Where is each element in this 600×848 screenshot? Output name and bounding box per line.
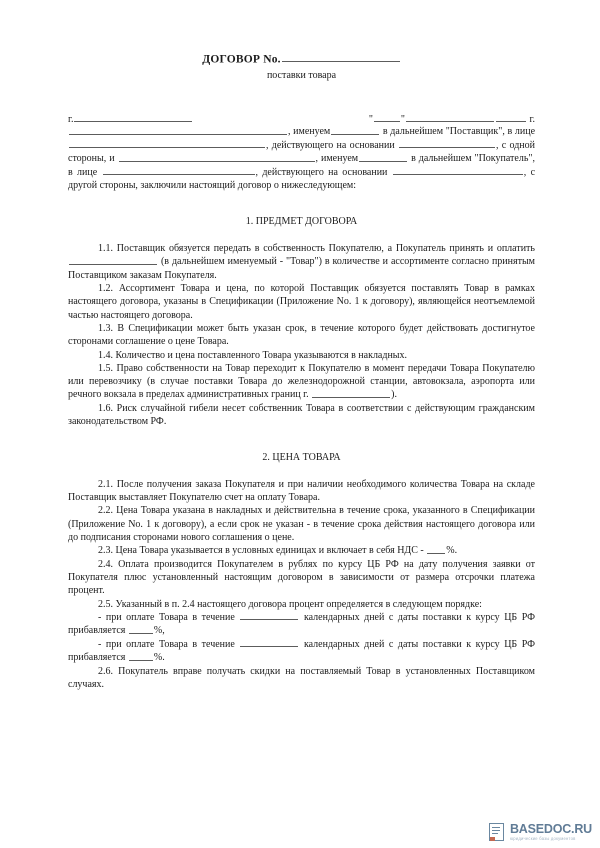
date-quote-open: " bbox=[368, 114, 373, 126]
clause-1-4: 1.4. Количество и цена поставленного Товара указываются в накладных. bbox=[98, 349, 408, 361]
clause-1-1-text-b: (в дальнейшем именуемый - "Товар") в количестве и ассортименте согласно принятым Поставщиком заказам Покупателя. bbox=[68, 256, 536, 281]
clause-2-3 bbox=[68, 544, 535, 557]
payment-days-blank-1[interactable] bbox=[240, 611, 298, 620]
title-block bbox=[68, 52, 535, 82]
clause-2-5: 2.5. Указанный в п. 2.4 настоящего договора процент определяется в следующем порядке: bbox=[98, 598, 482, 610]
city-label: г. bbox=[68, 114, 74, 126]
preamble-paragraph bbox=[68, 125, 535, 192]
goods-name-blank[interactable] bbox=[69, 255, 157, 264]
bullet-1-text-c: %, bbox=[153, 625, 165, 637]
city-field bbox=[68, 113, 193, 125]
page-title bbox=[68, 52, 535, 67]
clause-2-3-text-a: 2.3. Цена Товара указывается в условных единицах и включает в себя НДС - bbox=[98, 545, 424, 557]
city-date-row bbox=[68, 113, 535, 125]
payment-days-blank-2[interactable] bbox=[240, 638, 298, 647]
page-subtitle: поставки товара bbox=[266, 69, 337, 81]
clause-1-3: 1.3. В Спецификации может быть указан срок, в течение которого будет действовать достигнутое сторонами соглашение о цене Товара. bbox=[68, 322, 535, 348]
bullet-2-text-b: календарных дней с даты поставки к курсу ЦБ РФ прибавляется bbox=[68, 639, 536, 664]
supplier-person-blank[interactable] bbox=[69, 139, 265, 148]
preamble-part-6: в дальнейшем "Покупатель", в лице bbox=[68, 153, 535, 179]
delivery-city-blank[interactable] bbox=[312, 388, 390, 397]
clause-1-1 bbox=[68, 242, 535, 282]
watermark-name: BASEDOC.RU bbox=[509, 822, 592, 837]
supplier-name-blank[interactable] bbox=[69, 125, 287, 134]
buyer-name-blank[interactable] bbox=[119, 152, 315, 161]
date-quote-close: " bbox=[400, 114, 406, 126]
section-heading-1: 1. ПРЕДМЕТ ДОГОВОРА bbox=[245, 215, 358, 227]
city-blank[interactable] bbox=[74, 113, 192, 122]
bullet-2-text-c: %. bbox=[153, 652, 165, 664]
payment-percent-blank-1[interactable] bbox=[129, 624, 153, 633]
date-year-suffix: г. bbox=[529, 114, 535, 126]
section-heading-2: 2. ЦЕНА ТОВАРА bbox=[262, 451, 341, 463]
clause-1-5-text-b: ). bbox=[391, 389, 397, 401]
preamble-part-5: , именуем bbox=[315, 153, 359, 165]
clause-2-3-text-b: %. bbox=[446, 545, 458, 557]
preamble-part-7: , действующего на основании bbox=[255, 167, 388, 179]
contract-number-blank[interactable] bbox=[282, 52, 400, 62]
buyer-basis-blank[interactable] bbox=[393, 166, 523, 175]
supplier-named-blank[interactable] bbox=[331, 125, 379, 134]
bullet-2-text-a: - при оплате Товара в течение bbox=[98, 639, 235, 651]
date-year-blank[interactable] bbox=[496, 113, 526, 122]
date-month-blank[interactable] bbox=[406, 113, 494, 122]
bullet-1-text-b: календарных дней с даты поставки к курсу ЦБ РФ прибавляется bbox=[68, 612, 536, 637]
document-icon bbox=[489, 823, 506, 842]
clause-1-6: 1.6. Риск случайной гибели несет собственник Товара в соответствии с действующим гражданским законодательством РФ. bbox=[68, 402, 535, 428]
preamble-part-1: , именуем bbox=[288, 126, 331, 138]
preamble-part-3: , действующего на основании bbox=[266, 140, 395, 152]
clause-2-2: 2.2. Цена Товара указана в накладных и действительна в течение срока, указанного в Спецификации (Приложение No. 1 к договору), а если срок не указан - в течение срока действия настоящего договора или до подписания сторонами нового соглашения о цене. bbox=[68, 505, 535, 544]
preamble-part-8: , с другой стороны, заключили настоящий договор о нижеследующем: bbox=[68, 167, 536, 192]
supplier-basis-blank[interactable] bbox=[399, 139, 495, 148]
clause-1-5-text-a: 1.5. Право собственности на Товар переходит к Покупателю в момент передачи Товара Покупателю или перевозчику (в случае поставки Товара до железнодорожной станции, автовокзала, аэропорта или речного вокзала в пределах административных границ г. bbox=[68, 362, 535, 401]
watermark-tagline: юридические базы документов bbox=[509, 836, 576, 842]
payment-term-bullet-1 bbox=[68, 611, 535, 638]
clause-1-5 bbox=[68, 362, 535, 402]
clause-1-2: 1.2. Ассортимент Товара и цена, по которой Поставщик обязуется поставлять Товар в рамках настоящего договора, указаны в Спецификации (Приложение No. 1 к договору), являющейся неотъемлемой частью настоящего договора. bbox=[68, 283, 535, 321]
vat-rate-blank[interactable] bbox=[427, 544, 445, 553]
preamble-part-4: , с одной стороны, и bbox=[68, 140, 535, 165]
payment-percent-blank-2[interactable] bbox=[129, 651, 153, 660]
watermark-logo bbox=[489, 823, 592, 842]
clause-2-6: 2.6. Покупатель вправе получать скидки на поставляемый Товар в установленных Поставщиком случаях. bbox=[68, 665, 535, 691]
clause-2-1: 2.1. После получения заказа Покупателя и при наличии необходимого количества Товара на складе Поставщик выставляет Покупателю счет на оплату Товара. bbox=[68, 478, 535, 504]
clause-2-4: 2.4. Оплата производится Покупателем в рублях по курсу ЦБ РФ на дату получения заявки от Покупателя плюс установленный настоящим договором в зависимости от размера отсрочки платежа процент. bbox=[68, 558, 535, 597]
buyer-person-blank[interactable] bbox=[103, 166, 255, 175]
document-body bbox=[68, 0, 535, 692]
page-title-text: ДОГОВОР No. bbox=[202, 53, 281, 66]
bullet-1-text-a: - при оплате Товара в течение bbox=[98, 612, 235, 624]
clause-1-1-text-a: 1.1. Поставщик обязуется передать в собственность Покупателю, а Покупатель принять и оплатить bbox=[98, 243, 535, 255]
date-field bbox=[369, 113, 535, 125]
buyer-named-blank[interactable] bbox=[359, 152, 407, 161]
watermark-text-block bbox=[510, 823, 592, 841]
payment-term-bullet-2 bbox=[68, 638, 535, 665]
date-day-blank[interactable] bbox=[374, 113, 400, 122]
preamble-part-2: в дальнейшем "Поставщик", в лице bbox=[380, 126, 536, 138]
